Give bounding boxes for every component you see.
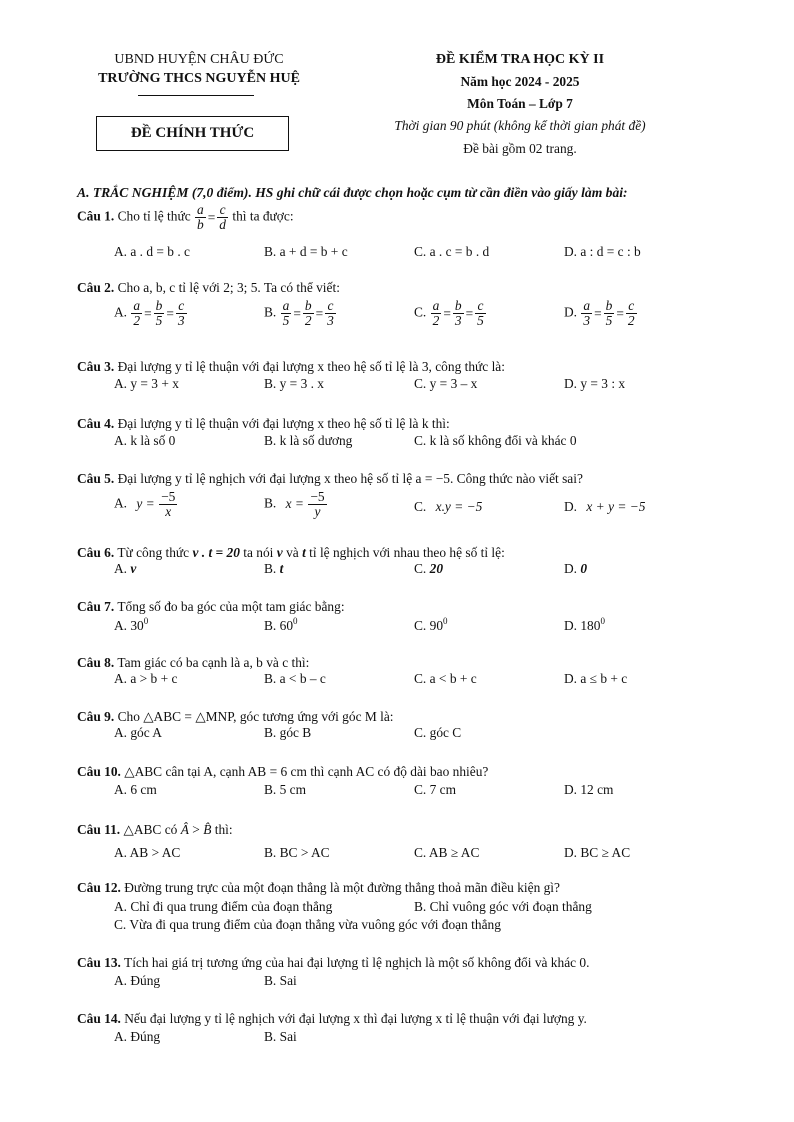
option-d <box>564 616 605 634</box>
question-label: Câu 8. <box>77 655 115 670</box>
denominator: y <box>314 504 321 519</box>
question-label: Câu 11. <box>77 822 121 837</box>
department-name: UBND HUYỆN CHÂU ĐỨC <box>114 52 284 67</box>
option-d: D. a ≤ b + c <box>564 671 628 686</box>
question-label: Câu 7. <box>77 599 115 614</box>
formula: x.y = −5 <box>435 499 483 514</box>
degree-mark: 0 <box>443 616 448 626</box>
question-3 <box>77 359 505 375</box>
question-text: Nếu đại lượng y tỉ lệ nghịch với đại lượng x thì đại lượng x tỉ lệ thuận với đại lượng y. <box>124 1011 587 1026</box>
question-text: Cho tỉ lệ thức <box>117 208 191 224</box>
option-b: B. a < b – c <box>264 671 326 686</box>
fraction-a-b <box>195 203 206 232</box>
option-value: t <box>279 561 284 576</box>
question-8 <box>77 655 309 671</box>
denominator: d <box>219 217 226 232</box>
option-letter: A. <box>114 495 128 511</box>
question-6 <box>77 545 505 561</box>
question-13 <box>77 955 589 971</box>
option-a <box>114 490 178 519</box>
option-c: C. AB ≥ AC <box>414 845 480 860</box>
option-b: B. Chỉ vuông góc với đoạn thẳng <box>414 899 592 914</box>
option-a: A. góc A <box>114 725 162 740</box>
header-underline <box>138 95 254 96</box>
denominator: 3 <box>454 313 462 328</box>
question-10 <box>77 764 488 780</box>
option-b: B. BC > AC <box>264 845 330 860</box>
option-c: C. y = 3 – x <box>414 376 478 391</box>
question-1 <box>77 203 294 232</box>
question-label: Câu 2. <box>77 280 115 295</box>
option-a <box>114 616 148 634</box>
denominator: 3 <box>327 313 334 328</box>
denominator: 2 <box>627 313 635 328</box>
option-a: A. k là số 0 <box>114 433 176 448</box>
subject: Môn Toán – Lớp 7 <box>467 96 573 111</box>
option-a: A. $\frac{a}{2}$ = $\frac{b}{5}$ = $\frac{c}{3}$ <box>114 298 185 328</box>
question-label: Câu 5. <box>77 471 115 486</box>
option-d: D. 12 cm <box>564 782 614 797</box>
exam-title: ĐỀ KIỂM TRA HỌC KỲ II <box>435 52 605 67</box>
option-letter: D. <box>564 499 578 514</box>
option-a: A. a . d = b . c <box>114 244 190 259</box>
option-letter: A. <box>114 561 128 576</box>
school-name: TRƯỜNG THCS NGUYỄN HUỆ <box>98 71 300 86</box>
option-value: 0 <box>580 561 588 576</box>
question-text: Đường trung trực của một đoạn thẳng là một đường thẳng thoả mãn điều kiện gì? <box>124 880 560 895</box>
denominator: 2 <box>304 313 312 328</box>
option-a: A. 6 cm <box>114 782 157 797</box>
degree-mark: 0 <box>600 616 605 626</box>
option-b: B. k là số dương <box>264 433 353 448</box>
question-text: tỉ lệ nghịch với nhau theo hệ số tỉ lệ: <box>309 545 505 560</box>
option-letter: D. <box>564 561 578 576</box>
question-text: Đại lượng y tỉ lệ nghịch với đại lượng x theo hệ số tỉ lệ a = −5. Công thức nào viết sai? <box>117 471 583 486</box>
question-label: Câu 4. <box>77 416 115 431</box>
option-b: B. Sai <box>264 973 297 988</box>
question-label: Câu 14. <box>77 1011 121 1026</box>
question-text: thì ta được: <box>232 208 294 224</box>
denominator: b <box>197 217 204 232</box>
option-b: B. Sai <box>264 1029 297 1044</box>
variable-t: t <box>302 545 306 560</box>
numerator: b <box>605 298 613 313</box>
option-a <box>114 561 136 577</box>
option-text: C. 90 <box>414 618 444 633</box>
angle-b: B̂ <box>203 822 212 837</box>
numerator: a <box>133 298 141 313</box>
question-label: Câu 12. <box>77 880 121 895</box>
option-c: C. k là số không đổi và khác 0 <box>414 433 577 448</box>
degree-mark: 0 <box>293 616 298 626</box>
option-value: v <box>130 561 137 576</box>
equals-sign: = <box>207 209 216 225</box>
section-a-heading: A. TRẮC NGHIỆM (7,0 điểm). HS ghi chữ cái được chọn hoặc cụm từ cần điền vào giấy làm bài: <box>77 185 628 200</box>
option-d <box>564 499 645 515</box>
option-c: C. Vừa đi qua trung điểm của đoạn thẳng vừa vuông góc với đoạn thẳng <box>114 917 501 932</box>
question-11 <box>77 822 233 838</box>
question-text: ta nói <box>243 545 274 560</box>
question-label: Câu 10. <box>77 764 121 779</box>
option-a: A. a > b + c <box>114 671 178 686</box>
option-d: D. $\frac{a}{3}$ = $\frac{b}{5}$ = $\frac{c}{2}$ <box>564 298 635 328</box>
question-text: Tam giác có ba cạnh là a, b và c thì: <box>117 655 310 670</box>
degree-mark: 0 <box>143 616 149 626</box>
option-letter: C. <box>414 499 427 514</box>
numerator: c <box>176 299 187 314</box>
option-letter: D. <box>564 304 578 320</box>
formula-lhs: x = <box>285 495 304 511</box>
option-letter: B. <box>264 495 277 511</box>
question-label: Câu 3. <box>77 359 115 374</box>
denominator: 5 <box>155 313 163 328</box>
question-text: Từ công thức <box>117 545 190 560</box>
denominator: 3 <box>583 313 591 328</box>
option-letter: C. <box>414 304 427 320</box>
option-b <box>264 561 283 577</box>
numerator: b <box>454 298 462 313</box>
denominator: 5 <box>477 313 484 328</box>
question-label: Câu 1. <box>77 208 115 224</box>
question-text: Tổng số đo ba góc của một tam giác bằng: <box>117 599 345 614</box>
numerator: c <box>217 203 228 218</box>
greater-than: > <box>192 822 200 837</box>
question-text: Cho △ABC = △MNP, góc tương ứng với góc M là: <box>117 709 394 724</box>
option-text: A. 30 <box>114 618 144 633</box>
formula-lhs: y = <box>136 495 155 511</box>
denominator: 5 <box>605 313 613 328</box>
denominator: 3 <box>177 313 185 328</box>
option-b: B. y = 3 . x <box>264 376 325 391</box>
question-2 <box>77 280 340 296</box>
option-a: A. y = 3 + x <box>114 376 179 391</box>
question-text: Tích hai giá trị tương ứng của hai đại lượng tỉ lệ nghịch là một số không đổi và khác 0. <box>124 955 590 970</box>
option-c <box>414 561 443 577</box>
numerator: a <box>432 298 440 313</box>
option-a: A. Đúng <box>114 1029 161 1044</box>
option-letter: A. <box>114 304 128 320</box>
numerator: c <box>475 299 486 314</box>
option-b <box>264 616 298 634</box>
option-c <box>414 499 482 515</box>
option-b <box>264 490 328 519</box>
option-b: B. 5 cm <box>264 782 307 797</box>
question-text: Đại lượng y tỉ lệ thuận với đại lượng x theo hệ số tỉ lệ là 3, công thức là: <box>117 359 505 374</box>
option-c: C. góc C <box>414 725 462 740</box>
denominator: 2 <box>133 313 141 328</box>
option-d: D. BC ≥ AC <box>564 845 631 860</box>
formula: v . t = 20 <box>192 545 240 560</box>
denominator: 2 <box>432 313 440 328</box>
option-a: A. AB > AC <box>114 845 181 860</box>
official-exam-box: ĐỀ CHÍNH THỨC <box>96 116 289 151</box>
numerator: −5 <box>310 489 325 504</box>
question-text: thì: <box>214 822 233 837</box>
question-text: Cho a, b, c tỉ lệ với 2; 3; 5. Ta có thể viết: <box>117 280 340 295</box>
question-label: Câu 9. <box>77 709 115 724</box>
school-year: Năm học 2024 - 2025 <box>460 74 580 89</box>
exam-duration: Thời gian 90 phút (không kể thời gian phát đề) <box>394 118 646 133</box>
option-d <box>564 561 587 577</box>
numerator: b <box>304 298 312 313</box>
option-letter: B. <box>264 561 277 576</box>
variable-v: v <box>276 545 283 560</box>
numerator: a <box>583 298 591 313</box>
numerator: c <box>325 299 336 314</box>
numerator: b <box>155 298 163 313</box>
question-text: △ABC có <box>123 822 178 837</box>
denominator: 5 <box>282 313 290 328</box>
option-text: B. 60 <box>264 618 294 633</box>
formula: x + y = −5 <box>586 499 646 514</box>
numerator: a <box>282 298 290 313</box>
question-text: và <box>286 545 299 560</box>
option-c: C. a . c = b . d <box>414 244 490 259</box>
question-7 <box>77 599 345 615</box>
angle-a: Â <box>180 822 189 837</box>
option-a: A. Đúng <box>114 973 161 988</box>
question-5 <box>77 471 583 487</box>
question-text: Đại lượng y tỉ lệ thuận với đại lượng x theo hệ số tỉ lệ là k thì: <box>117 416 450 431</box>
option-d: D. a : d = c : b <box>564 244 641 259</box>
option-d: D. y = 3 : x <box>564 376 626 391</box>
question-text: △ABC cân tại A, cạnh AB = 6 cm thì cạnh AC có độ dài bao nhiêu? <box>124 764 489 779</box>
option-b: B. góc B <box>264 725 312 740</box>
option-c: C. 7 cm <box>414 782 457 797</box>
option-c: C. a < b + c <box>414 671 477 686</box>
option-text: D. 180 <box>564 618 601 633</box>
denominator: x <box>165 504 172 519</box>
question-14 <box>77 1011 587 1027</box>
numerator: −5 <box>161 489 176 504</box>
option-letter: B. <box>264 304 277 320</box>
question-label: Câu 13. <box>77 955 121 970</box>
option-a: A. Chỉ đi qua trung điểm của đoạn thẳng <box>114 899 333 914</box>
question-12 <box>77 880 560 896</box>
option-b: B. a + d = b + c <box>264 244 348 259</box>
question-4 <box>77 416 450 432</box>
option-letter: C. <box>414 561 427 576</box>
numerator: a <box>197 202 204 217</box>
option-c: C. $\frac{a}{2}$ = $\frac{b}{3}$ = $\frac{c}{5}$ <box>414 298 484 328</box>
option-c <box>414 616 448 634</box>
question-9 <box>77 709 394 725</box>
numerator: c <box>626 299 637 314</box>
option-b: B. $\frac{a}{5}$ = $\frac{b}{2}$ = $\frac{c}{3}$ <box>264 298 334 328</box>
page-count: Đề bài gồm 02 trang. <box>463 141 577 156</box>
option-value: 20 <box>429 561 444 576</box>
fraction-c-d <box>217 203 228 232</box>
question-label: Câu 6. <box>77 545 115 560</box>
